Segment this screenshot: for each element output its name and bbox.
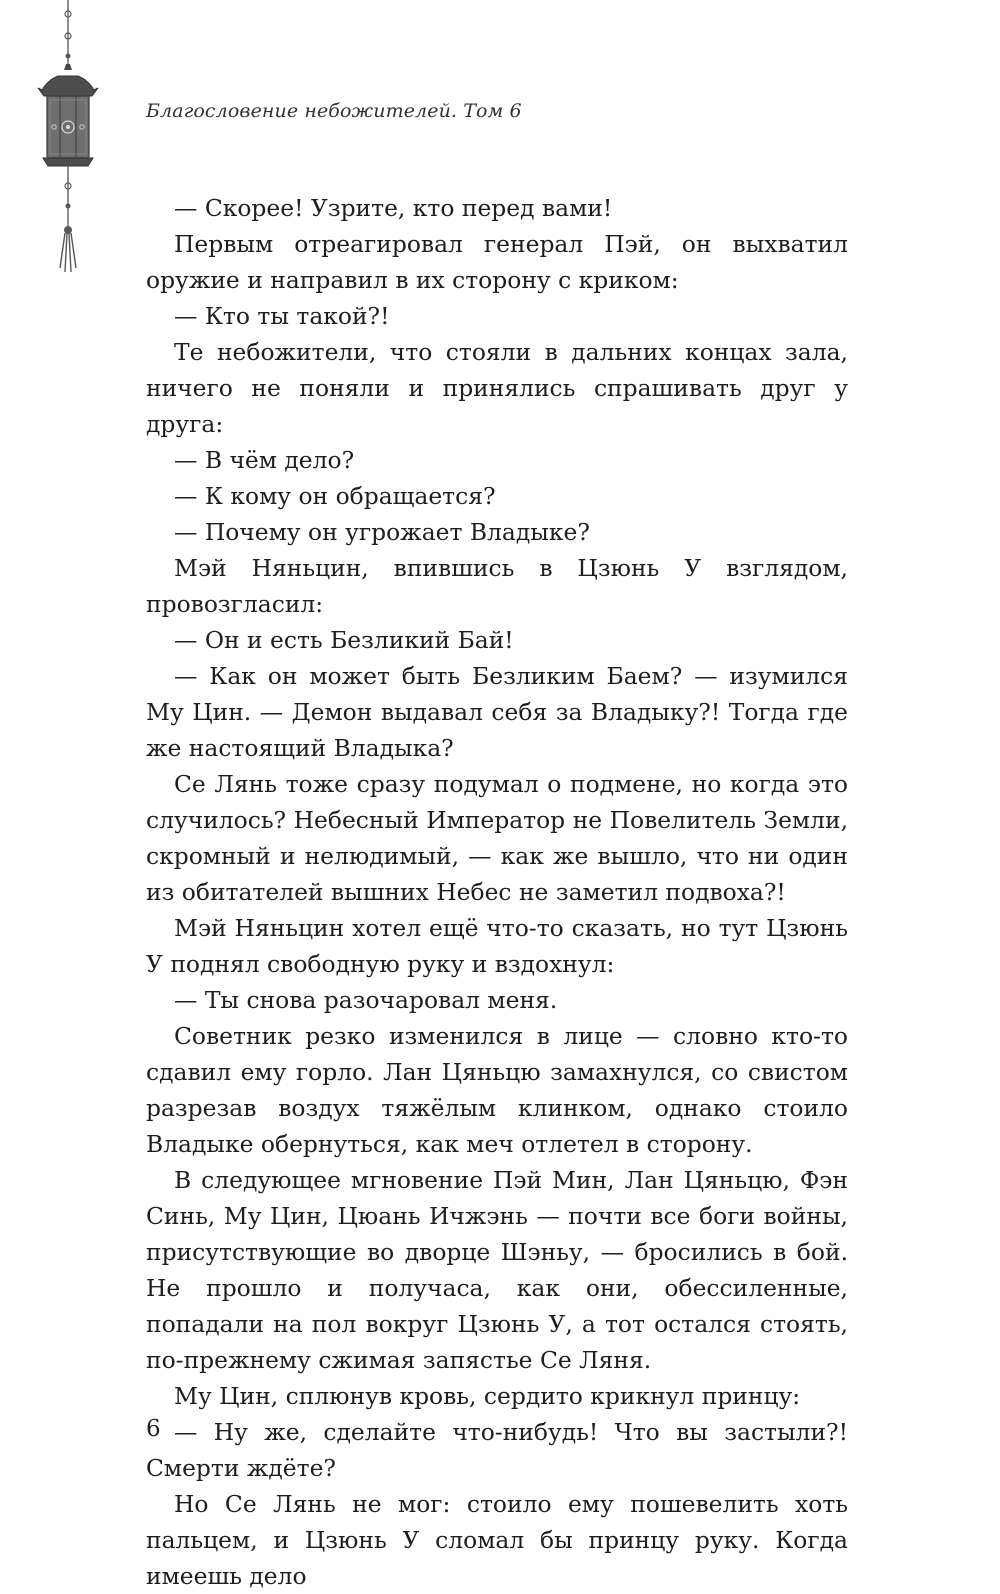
- paragraph: — Ты снова разочаровал меня.: [174, 986, 558, 1014]
- paragraph: — К кому он обращается?: [174, 482, 496, 510]
- running-head: Благословение небожителей. Том 6: [146, 100, 522, 122]
- paragraph: Советник резко изменился в лице — словно кто-то сдавил ему горло. Лан Цяньцю замахнулся, со свистом разрезав воздух тяжёлым клинком, однако стоило Владыке обернуться, как меч отлетел в сторону.: [146, 1022, 848, 1158]
- paragraph: — Он и есть Безликий Бай!: [174, 626, 514, 654]
- page-number: 6: [146, 1416, 161, 1442]
- body-text: [146, 190, 848, 1594]
- paragraph: Му Цин, сплюнув кровь, сердито крикнул принцу:: [174, 1382, 801, 1410]
- paragraph: — Кто ты такой?!: [174, 302, 390, 330]
- paragraph: — Скорее! Узрите, кто перед вами!: [174, 194, 613, 222]
- paragraph: Мэй Няньцин, впившись в Цзюнь У взглядом, провозгласил:: [146, 554, 848, 618]
- hanging-lantern-icon: [28, 0, 108, 280]
- paragraph: — В чём дело?: [174, 446, 355, 474]
- paragraph: В следующее мгновение Пэй Мин, Лан Цяньцю, Фэн Синь, Му Цин, Цюань Ичжэнь — почти все боги войны, присутствующие во дворце Шэньу, — бросились в бой. Не прошло и получаса, как они, обессиленные, попадали на пол вокруг Цзюнь У, а тот остался стоять, по-прежнему сжимая запястье Се Ляня.: [146, 1166, 848, 1374]
- paragraph: — Ну же, сделайте что-нибудь! Что вы застыли?! Смерти ждёте?: [146, 1418, 848, 1482]
- paragraph: Те небожители, что стояли в дальних концах зала, ничего не поняли и принялись спрашивать друг у друга:: [146, 338, 848, 438]
- paragraph: Се Лянь тоже сразу подумал о подмене, но когда это случилось? Небесный Император не Повелитель Земли, скромный и нелюдимый, — как же вышло, что ни один из обитателей вышних Небес не заметил подвоха?!: [146, 770, 848, 906]
- paragraph: — Как он может быть Безликим Баем? — изумился Му Цин. — Демон выдавал себя за Владыку?! Тогда где же настоящий Владыка?: [146, 662, 848, 762]
- paragraph: Мэй Няньцин хотел ещё что-то сказать, но тут Цзюнь У поднял свободную руку и вздохнул:: [146, 914, 848, 978]
- paragraph: — Почему он угрожает Владыке?: [174, 518, 590, 546]
- paragraph: Первым отреагировал генерал Пэй, он выхватил оружие и направил в их сторону с криком:: [146, 230, 848, 294]
- paragraph: Но Се Лянь не мог: стоило ему пошевелить хоть пальцем, и Цзюнь У сломал бы принцу руку. Когда имеешь дело: [146, 1490, 848, 1590]
